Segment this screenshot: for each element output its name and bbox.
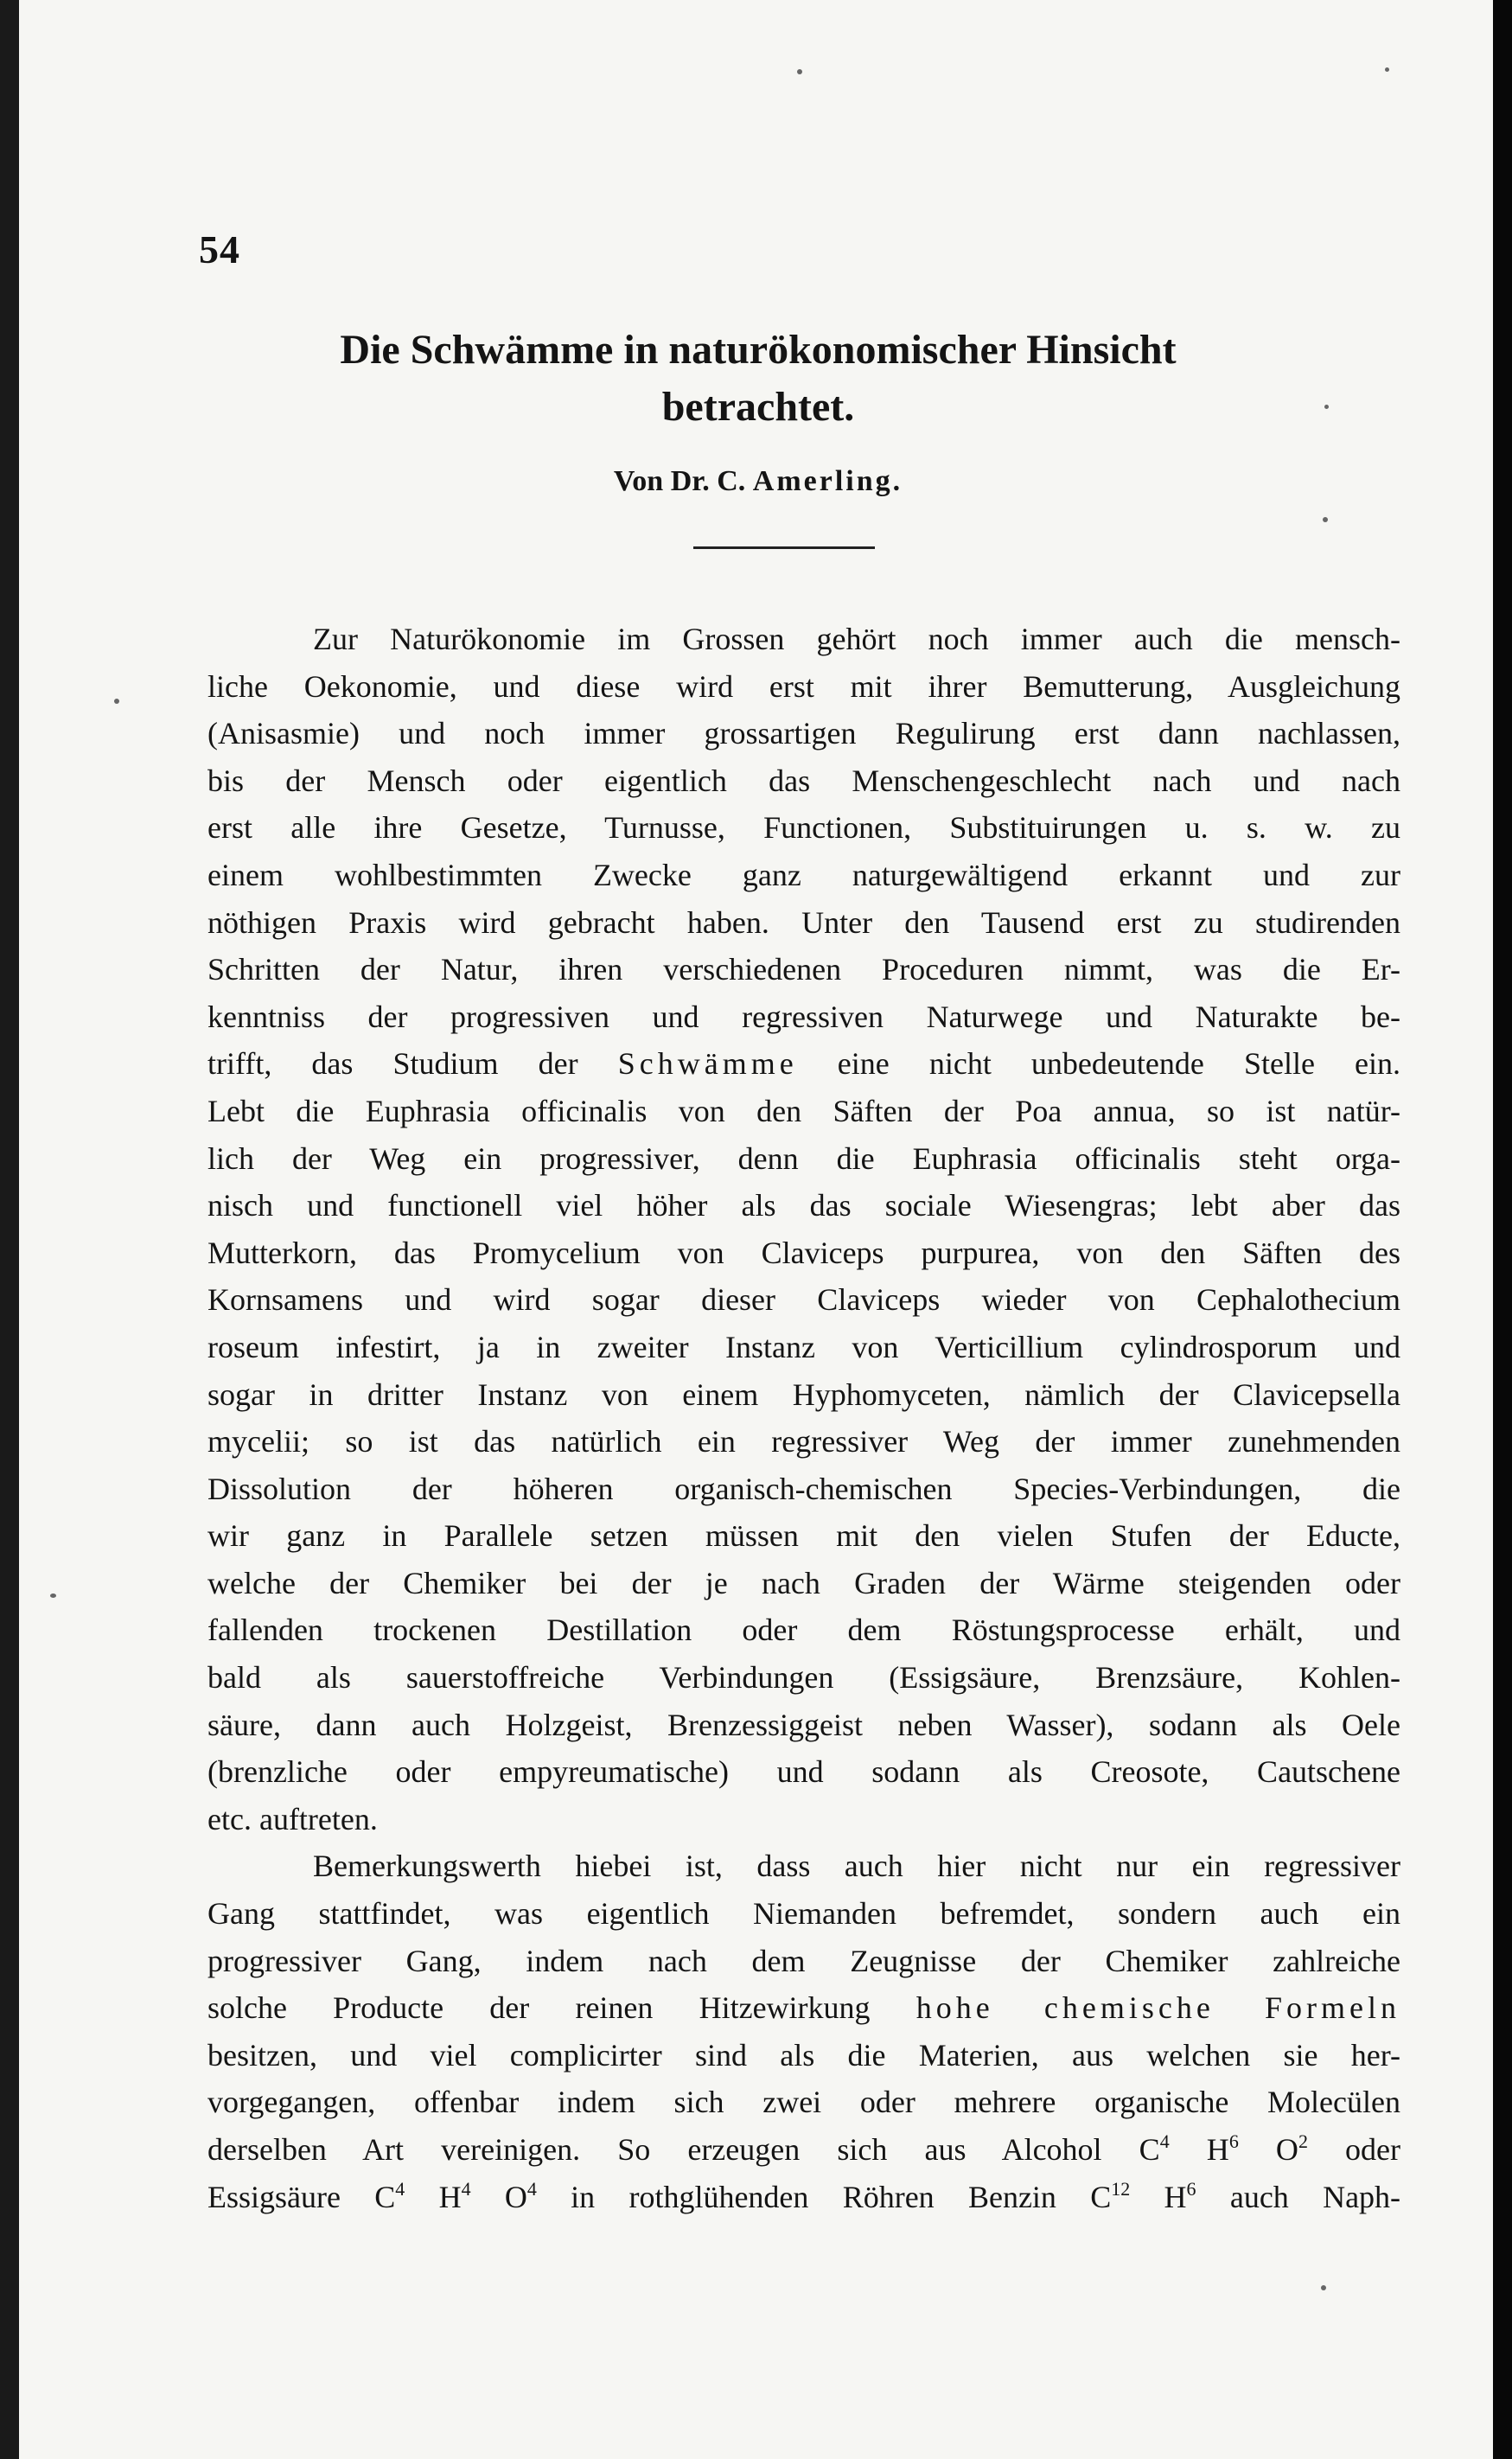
text-line: (brenzliche oder empyreumatische) und sodann als Creosote, Cautschene [207, 1754, 1400, 1790]
subscript-number: 12 [1111, 2177, 1131, 2200]
text-line: Kornsamens und wird sogar dieser Claviceps wieder von Cephalothecium [207, 1282, 1400, 1318]
text-line: wir ganz in Parallele setzen müssen mit den vielen Stufen der Educte, [207, 1518, 1400, 1554]
text-line: welche der Chemiker bei der je nach Graden der Wärme steigenden oder [207, 1565, 1400, 1600]
paper-speck [1321, 2285, 1326, 2290]
text-fragment: oder [1307, 2132, 1401, 2167]
text-fragment: H [405, 2179, 462, 2214]
text-line: (Anisasmie) und noch immer grossartigen Regulirung erst dann nachlassen, [207, 716, 1400, 751]
text-line-composite [207, 1040, 1400, 1088]
text-line: sogar in dritter Instanz von einem Hyphomyceten, nämlich der Clavicepsella [207, 1376, 1400, 1412]
text-fragment: H [1130, 2179, 1187, 2214]
subscript-number: 4 [1159, 2130, 1170, 2152]
text-line: säure, dann auch Holzgeist, Brenzessiggeist neben Wasser), sodann als Oele [207, 1707, 1400, 1742]
text-line: besitzen, und viel complicirter sind als die Materien, aus welchen sie her- [207, 2037, 1400, 2073]
emphasized-phrase: hohe chemische Formeln [915, 1990, 1400, 2026]
subscript-number: 6 [1228, 2130, 1239, 2152]
article-body [207, 616, 1400, 2220]
text-fragment: Essigsäure C [207, 2179, 396, 2214]
text-line: etc. auftreten. [207, 1801, 378, 1836]
text-line: progressiver Gang, indem nach dem Zeugnisse der Chemiker zahlreiche [207, 1943, 1400, 1978]
author-prefix: Von Dr. C. [613, 465, 746, 497]
text-line: lich der Weg ein progressiver, denn die Euphrasia officinalis steht orga- [207, 1140, 1400, 1176]
text-line-composite [207, 1984, 1400, 2032]
title-line-1: Die Schwämme in naturökonomischer Hinsicht [340, 327, 1177, 373]
text-line: liche Oekonomie, und diese wird erst mit ihrer Bemutterung, Ausgleichung [207, 668, 1400, 704]
text-fragment: in rothglühenden Röhren Benzin C [571, 2179, 1112, 2214]
text-line: Dissolution der höheren organisch-chemischen Species-Verbindungen, die [207, 1471, 1400, 1506]
text-fragment: trifft, das Studium der [207, 1046, 578, 1082]
subscript-number: 4 [461, 2177, 471, 2200]
paper-speck [1385, 67, 1389, 72]
text-fragment: O [470, 2179, 527, 2214]
text-line: Zur Naturökonomie im Grossen gehört noch immer auch die mensch- [313, 622, 1400, 656]
text-line: bald als sauerstoffreiche Verbindungen (Essigsäure, Brenzsäure, Kohlen- [207, 1660, 1400, 1696]
text-line: bis der Mensch oder eigentlich das Menschengeschlecht nach und nach [207, 763, 1400, 798]
text-fragment: eine nicht unbedeutende Stelle ein. [837, 1046, 1401, 1082]
text-line: mycelii; so ist das natürlich ein regressiver Weg der immer zunehmenden [207, 1424, 1400, 1459]
text-line: Bemerkungswerth hiebei ist, dass auch hier nicht nur ein regressiver [313, 1849, 1400, 1884]
author-name: Amerling. [752, 465, 903, 497]
subscript-number: 2 [1298, 2130, 1308, 2152]
text-line: fallenden trockenen Destillation oder dem Röstungsprocesse erhält, und [207, 1613, 1400, 1648]
text-line-composite [207, 2126, 1400, 2174]
text-fragment: auch Naph- [1196, 2179, 1401, 2214]
author-byline [149, 465, 1368, 498]
title-line-2: betrachtet. [661, 384, 855, 430]
paper-speck [797, 69, 802, 74]
subscript-number: 4 [526, 2177, 537, 2200]
text-fragment: O [1238, 2132, 1298, 2167]
text-fragment: derselben Art vereinigen. So erzeugen sich aus Alcohol C [207, 2132, 1160, 2167]
title-divider [693, 546, 875, 549]
text-fragment: solche Producte der reinen Hitzewirkung [207, 1990, 871, 2026]
left-page-edge [0, 0, 19, 2459]
text-line: Schritten der Natur, ihren verschiedenen Proceduren nimmt, was die Er- [207, 952, 1400, 987]
text-line: erst alle ihre Gesetze, Turnusse, Functionen, Substituirungen u. s. w. zu [207, 810, 1400, 846]
text-line-composite [207, 2174, 1400, 2221]
text-line: vorgegangen, offenbar indem sich zwei oder mehrere organische Molecülen [207, 2085, 1400, 2120]
text-line: nöthigen Praxis wird gebracht haben. Unter den Tausend erst zu studirenden [207, 904, 1400, 940]
text-line: einem wohlbestimmten Zwecke ganz naturgewältigend erkannt und zur [207, 857, 1400, 892]
text-fragment: H [1169, 2132, 1229, 2167]
paper-speck [114, 699, 119, 704]
paper-speck [1324, 405, 1329, 409]
text-line: Lebt die Euphrasia officinalis von den Säften der Poa annua, so ist natür- [207, 1093, 1400, 1128]
paper-speck [50, 1594, 56, 1598]
book-page [19, 0, 1493, 2459]
right-page-edge [1493, 0, 1512, 2459]
text-line: Gang stattfindet, was eigentlich Niemanden befremdet, sondern auch ein [207, 1896, 1400, 1932]
text-line: Mutterkorn, das Promycelium von Claviceps purpurea, von den Säften des [207, 1235, 1400, 1270]
article-title [149, 322, 1368, 436]
emphasized-word: Schwämme [617, 1046, 798, 1082]
page-number: 54 [199, 227, 240, 271]
text-line: kenntniss der progressiven und regressiven Naturwege und Naturakte be- [207, 999, 1400, 1034]
subscript-number: 6 [1186, 2177, 1196, 2200]
text-line: roseum infestirt, ja in zweiter Instanz von Verticillium cylindrosporum und [207, 1329, 1400, 1364]
subscript-number: 4 [395, 2177, 405, 2200]
text-line: nisch und functionell viel höher als das sociale Wiesengras; lebt aber das [207, 1188, 1400, 1223]
paper-speck [1323, 517, 1328, 522]
